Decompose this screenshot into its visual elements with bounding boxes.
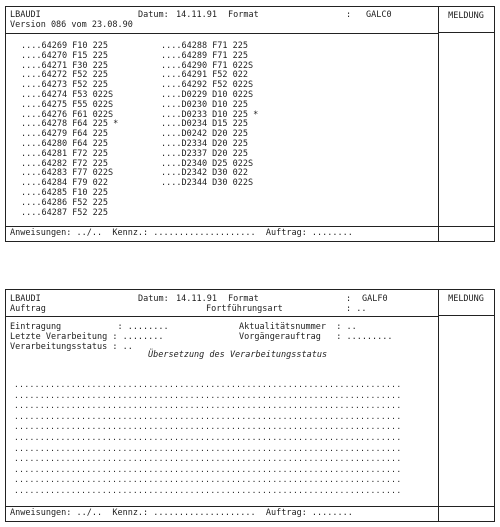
input-line[interactable]: ........................................................................... (14, 390, 402, 400)
list-item[interactable]: ....D0229 D10 022S (161, 89, 254, 100)
screen-galf0 (5, 289, 495, 522)
format-label: Format (228, 10, 259, 20)
list-item[interactable]: ....64286 F52 225 (21, 197, 108, 208)
message-footer (438, 226, 494, 241)
header-divider (6, 33, 438, 34)
format-label: Format (228, 294, 259, 304)
list-item[interactable]: ....64287 F52 225 (21, 207, 108, 218)
input-line[interactable]: ........................................................................... (14, 432, 402, 442)
list-item[interactable]: ....64285 F10 225 (21, 187, 108, 198)
format-sep: : (346, 10, 352, 20)
list-item[interactable]: ....64272 F52 225 (21, 70, 108, 81)
message-panel (438, 7, 494, 241)
status-translation-label: Übersetzung des Verarbeitungsstatus (148, 350, 328, 360)
list-item[interactable]: ....64270 F15 225 (21, 50, 108, 61)
input-line[interactable]: ........................................................................... (14, 485, 402, 495)
list-item[interactable]: ....D2342 D30 022 (161, 168, 248, 179)
status-translation-area (14, 380, 401, 497)
list-item[interactable]: ....64273 F52 225 (21, 80, 108, 91)
datum-value: 14.11.91 (176, 10, 217, 20)
list-item[interactable]: ....64278 F64 225 * (21, 119, 119, 130)
command-line[interactable]: Anweisungen: ../.. Kennz.: .................... Auftrag: ........ (6, 506, 438, 521)
message-panel (438, 290, 494, 521)
format-value: GALF0 (362, 294, 388, 304)
datum-value: 14.11.91 (176, 294, 217, 304)
list-item[interactable]: ....64283 F77 022S (21, 168, 114, 179)
meldung-header: MELDUNG (438, 290, 494, 316)
header-divider (6, 316, 438, 317)
eintragung-field[interactable]: Eintragung : ........ (10, 322, 169, 332)
input-line[interactable]: ........................................................................... (14, 464, 402, 474)
list-item[interactable]: ....64291 F52 022 (161, 70, 248, 81)
list-item[interactable]: ....64281 F72 225 (21, 148, 108, 159)
list-item[interactable]: ....64276 F61 022S (21, 109, 114, 120)
list-item[interactable]: ....64269 F10 225 (21, 41, 108, 51)
input-line[interactable]: ........................................................................... (14, 475, 402, 485)
input-line[interactable]: ........................................................................... (14, 454, 402, 464)
vorgaengerauftrag-field[interactable]: Vorgängerauftrag : ......... (239, 332, 393, 342)
list-item[interactable]: ....64284 F79 022 (21, 178, 108, 189)
message-footer (438, 506, 494, 521)
list-item[interactable]: ....D0233 D10 225 * (161, 109, 259, 120)
screen-galc0 (5, 6, 495, 242)
fortfuehrung-label: Fortführungsart (206, 304, 283, 314)
meldung-header: MELDUNG (438, 7, 494, 33)
list-item[interactable]: ....64292 F52 022S (161, 80, 254, 91)
format-value: GALC0 (366, 10, 392, 20)
format-sep: : (346, 294, 352, 304)
list-item[interactable]: ....D2334 D20 225 (161, 138, 248, 149)
list-item[interactable]: ....D0230 D10 225 (161, 99, 248, 110)
datum-label: Datum: (138, 10, 169, 20)
aktualitaetsnummer-field[interactable]: Aktualitätsnummer : .. (239, 322, 357, 332)
list-item[interactable]: ....64274 F53 022S (21, 89, 114, 100)
verarbeitungsstatus-field[interactable]: Verarbeitungsstatus : .. (10, 342, 133, 352)
list-item[interactable]: ....D2337 D20 225 (161, 148, 248, 159)
list-item[interactable]: ....D0234 D15 225 (161, 119, 248, 130)
version-line: Version 086 vom 23.08.90 (10, 20, 133, 30)
fortfuehrung-value[interactable]: : .. (346, 304, 367, 314)
input-line[interactable]: ........................................................................... (14, 422, 402, 432)
key-list-right (161, 42, 258, 189)
subtitle: Auftrag (10, 304, 46, 314)
list-item[interactable]: ....D2344 D30 022S (161, 178, 254, 189)
list-item[interactable]: ....64290 F71 022S (161, 60, 254, 71)
input-line[interactable]: ........................................................................... (14, 380, 402, 389)
app-name: LBAUDI (10, 10, 41, 20)
list-item[interactable]: ....64279 F64 225 (21, 129, 108, 140)
input-line[interactable]: ........................................................................... (14, 401, 402, 411)
list-item[interactable]: ....64275 F55 022S (21, 99, 114, 110)
input-line[interactable]: ........................................................................... (14, 411, 402, 421)
list-item[interactable]: ....64280 F64 225 (21, 138, 108, 149)
main-panel (6, 7, 439, 241)
list-item[interactable]: ....64271 F30 225 (21, 60, 108, 71)
list-item[interactable]: ....D0242 D20 225 (161, 129, 248, 140)
datum-label: Datum: (138, 294, 169, 304)
list-item[interactable]: ....64288 F71 225 (161, 41, 248, 51)
app-name: LBAUDI (10, 294, 41, 304)
input-line[interactable]: ........................................................................... (14, 443, 402, 453)
list-item[interactable]: ....64282 F72 225 (21, 158, 108, 169)
key-list-left (21, 42, 118, 218)
list-item[interactable]: ....64289 F71 225 (161, 50, 248, 61)
main-panel (6, 290, 439, 521)
command-line[interactable]: Anweisungen: ../.. Kennz.: .................... Auftrag: ........ (6, 226, 438, 241)
letzte-verarbeitung-field[interactable]: Letzte Verarbeitung : ........ (10, 332, 164, 342)
list-item[interactable]: ....D2340 D25 022S (161, 158, 254, 169)
